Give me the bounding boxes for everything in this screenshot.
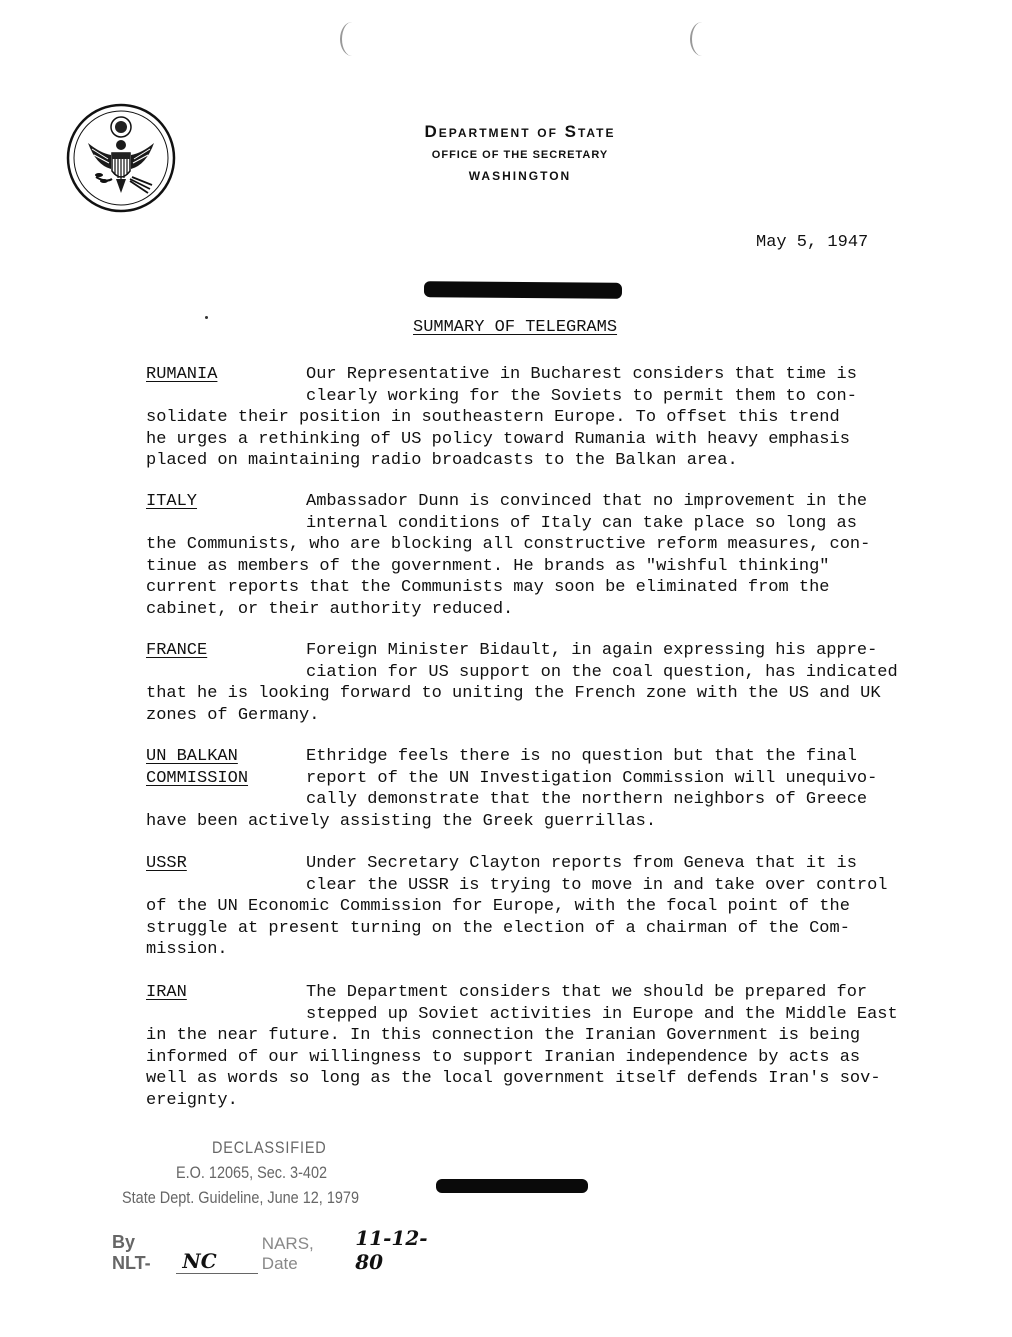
body-line: internal conditions of Italy can take place so long as	[306, 513, 857, 533]
body-line: cally demonstrate that the northern neighbors of Greece	[306, 790, 868, 809]
body-line: current reports that the Communists may soon be eliminated from the	[146, 578, 830, 597]
stamp-guideline: State Dept. Guideline, June 12, 1979	[122, 1188, 359, 1207]
telegram-section-rumania	[146, 364, 946, 472]
body-line: placed on maintaining radio broadcasts to the Balkan area.	[146, 451, 738, 470]
section-heading: IRAN	[146, 983, 187, 1002]
body-line: Under Secretary Clayton reports from Geneva that it is	[306, 854, 857, 873]
letterhead-department: Department of State	[424, 122, 616, 141]
stamp-nars-date-label: NARS, Date	[261, 1234, 314, 1273]
body-line: clearly working for the Soviets to permit them to con-	[306, 386, 857, 406]
body-line: Ambassador Dunn is convinced that no improvement in the	[306, 492, 868, 511]
body-line: Ethridge feels there is no question but that the final	[306, 747, 857, 766]
body-line: of the UN Economic Commission for Europe, with the focal point of the	[146, 897, 850, 916]
body-line: clear the USSR is trying to move in and take over control	[306, 875, 888, 895]
telegram-section-italy	[146, 491, 946, 620]
body-line: solidate their position in southeastern Europe. To offset this trend	[146, 408, 840, 427]
body-line: stepped up Soviet activities in Europe and the Middle East	[306, 1004, 898, 1024]
telegram-section-un-balkan-commission	[146, 746, 946, 832]
body-line: ciation for US support on the coal question, has indicated	[306, 662, 898, 682]
stamp-date: 11-12-80	[355, 1226, 428, 1274]
body-line: mission.	[146, 940, 228, 959]
body-line: The Department considers that we should be prepared for	[306, 983, 868, 1002]
body-line: well as words so long as the local government itself defends Iran's sov-	[146, 1069, 881, 1088]
body-line: Foreign Minister Bidault, in again expressing his appre-	[306, 641, 878, 660]
body-line: struggle at present turning on the election of a chairman of the Com-	[146, 918, 850, 938]
body-line: ereignty.	[146, 1090, 238, 1110]
letterhead-office: OFFICE OF THE SECRETARY	[431, 149, 609, 161]
telegram-section-france	[146, 640, 946, 726]
body-line: have been actively assisting the Greek guerrillas.	[146, 811, 657, 831]
stamp-by: By NLT-	[112, 1232, 151, 1273]
body-line: in the near future. In this connection the Iranian Government is being	[146, 1026, 861, 1045]
stamp-declassified: DECLASSIFIED	[212, 1138, 327, 1157]
body-line: tinue as members of the government. He brands as "wishful thinking"	[146, 556, 830, 576]
body-line: he urges a rethinking of US policy toward Rumania with heavy emphasis	[146, 429, 850, 449]
body-line: that he is looking forward to uniting the French zone with the US and UK	[146, 684, 881, 703]
letterhead-city: WASHINGTON	[468, 169, 572, 183]
section-heading: FRANCE	[146, 641, 208, 660]
body-line: cabinet, or their authority reduced.	[146, 599, 514, 619]
declassification-stamp	[112, 1138, 452, 1274]
body-line: report of the UN Investigation Commission will unequivo-	[306, 768, 878, 788]
us-great-seal-icon	[66, 103, 176, 213]
body-line: informed of our willingness to support Iranian independence by acts as	[146, 1047, 861, 1067]
stamp-initials: NC	[176, 1249, 257, 1274]
punch-hole-mark	[690, 22, 714, 56]
redaction-bar	[436, 1179, 588, 1193]
stamp-signoff	[112, 1226, 452, 1274]
telegram-section-iran	[146, 982, 946, 1111]
section-heading: USSR	[146, 854, 187, 873]
body-line: zones of Germany.	[146, 705, 320, 725]
stamp-authority: E.O. 12065, Sec. 3-402	[176, 1163, 328, 1182]
document-title: SUMMARY OF TELEGRAMS	[413, 318, 618, 337]
punch-hole-mark	[340, 22, 364, 56]
telegram-section-ussr	[146, 853, 946, 961]
body-line: the Communists, who are blocking all constructive reform measures, con-	[146, 535, 871, 554]
body-line: Our Representative in Bucharest considers that time is	[306, 365, 857, 384]
document-date: May 5, 1947	[756, 233, 869, 252]
redaction-bar	[424, 281, 622, 299]
stray-mark	[205, 316, 208, 319]
section-heading: RUMANIA	[146, 365, 218, 384]
section-heading: ITALY	[146, 492, 198, 511]
letterhead	[300, 122, 740, 183]
section-heading: UN BALKAN COMMISSION	[146, 747, 249, 788]
